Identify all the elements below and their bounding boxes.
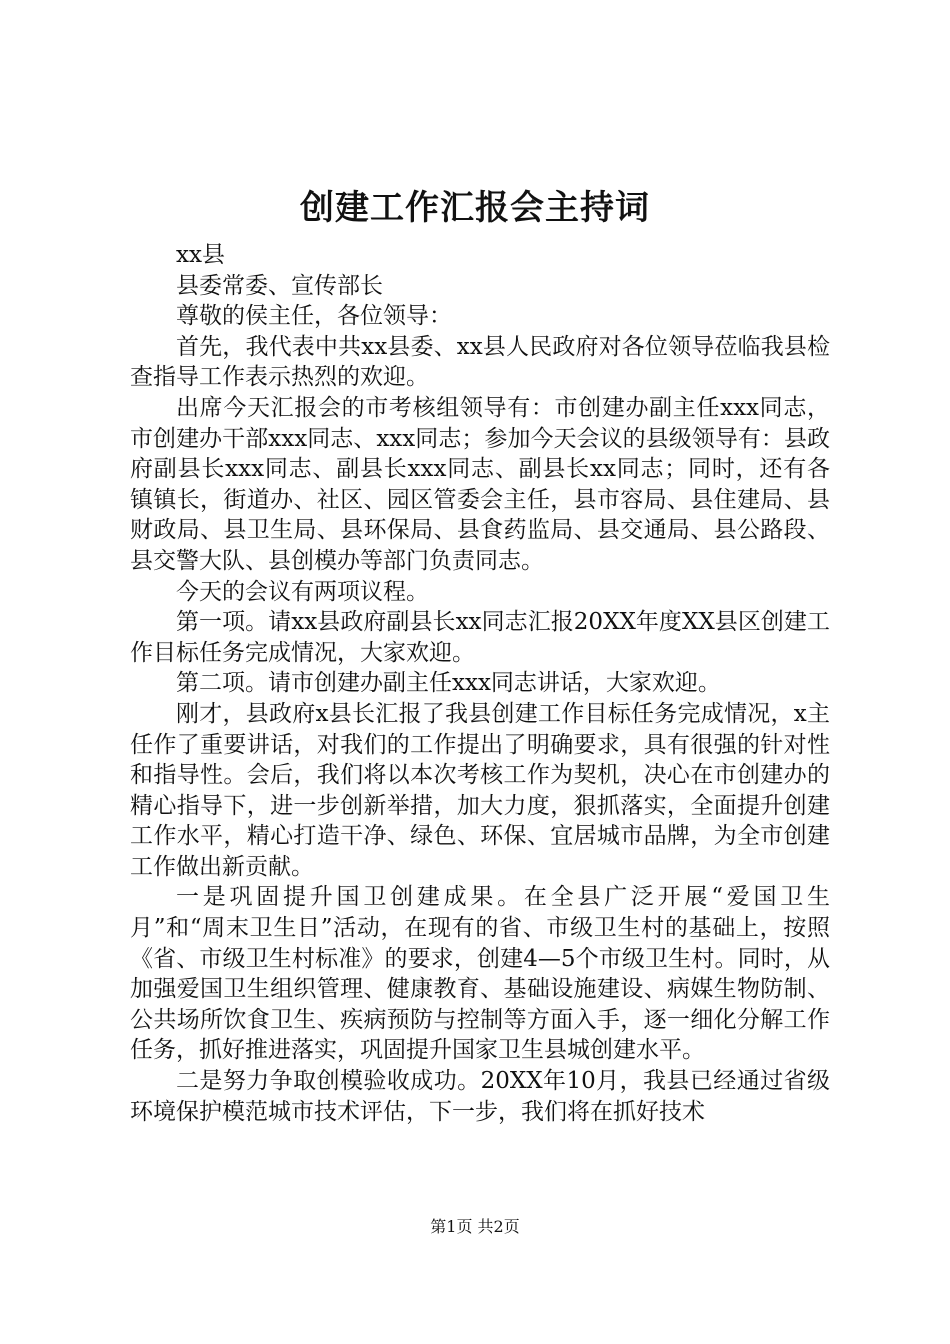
page-footer: 第1页 共2页	[430, 1217, 520, 1236]
paragraph-county: xx县	[176, 242, 225, 268]
paragraph-attendees: 出席今天汇报会的市考核组领导有：市创建办副主任xxx同志，市创建办干部xxx同志、xxx同志；参加今天会议的县级领导有：县政府副县长xxx同志、副县长xxx同志、副县长xx同志；同时，还有各镇镇长，街道办、社区、园区管委会主任，县市容局、县住建局、县财政局、县卫生局、县环保局、县食药监局、县交通局、县公路段、县交警大队、县创模办等部门负责同志。	[130, 394, 830, 574]
paragraph-welcome: 首先，我代表中共xx县委、xx县人民政府对各位领导莅临我县检查指导工作表示热烈的欢迎。	[130, 333, 830, 391]
paragraph-summary: 刚才，县政府x县长汇报了我县创建工作目标任务完成情况，x主任作了重要讲话，对我们的工作提出了明确要求，具有很强的针对性和指导性。会后，我们将以本次考核工作为契机，决心在市创建办的精心指导下，进一步创新举措，加大力度，狠抓落实，全面提升创建工作水平，精心打造干净、绿色、环保、宜居城市品牌，为全市创建工作做出新贡献。	[130, 700, 830, 880]
paragraph-item-one: 第一项。请xx县政府副县长xx同志汇报20XX年度XX县区创建工作目标任务完成情况，大家欢迎。	[130, 609, 830, 666]
paragraph-speaker-role: 县委常委、宣传部长	[176, 272, 383, 299]
document-body	[130, 240, 830, 1127]
paragraph-agenda: 今天的会议有两项议程。	[176, 578, 429, 605]
document-title: 创建工作汇报会主持词	[300, 188, 650, 228]
paragraph-salutation: 尊敬的侯主任，各位领导：	[176, 303, 452, 330]
paragraph-point-one: 一是巩固提升国卫创建成果。在全县广泛开展“爱国卫生月”和“周末卫生日”活动，在现有的省、市级卫生村的基础上，按照《省、市级卫生村标准》的要求，创建4—5个市级卫生村。同时，从加强爱国卫生组织管理、健康教育、基础设施建设、病媒生物防制、公共场所饮食卫生、疾病预防与控制等方面入手，逐一细化分解工作任务，抓好推进落实，巩固提升国家卫生县城创建水平。	[130, 884, 830, 1064]
paragraph-point-two: 二是努力争取创模验收成功。20XX年10月，我县已经通过省级环境保护模范城市技术评估，下一步，我们将在抓好技术	[130, 1068, 830, 1125]
paragraph-item-two: 第二项。请市创建办副主任xxx同志讲话，大家欢迎。	[176, 670, 721, 697]
